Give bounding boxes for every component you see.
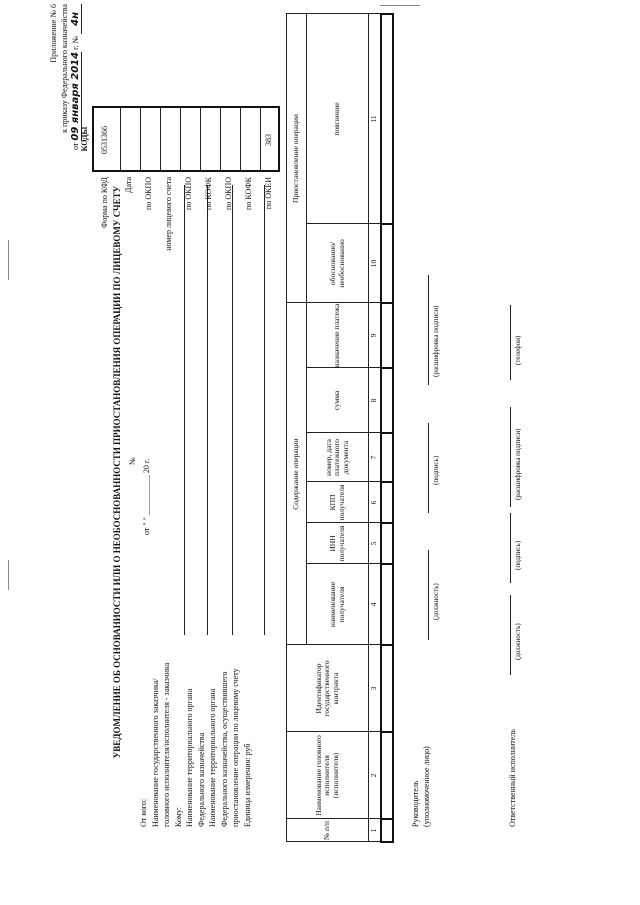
appendix-date-line: от 09 января 2014 г. № 4н — [70, 4, 81, 150]
field-from: От кого: — [139, 798, 148, 827]
appendix-number-handwritten: 4н — [70, 4, 82, 34]
codes-row-label: по ОКПО — [144, 177, 153, 210]
th-payment-doc: номер, дата платежного документа — [307, 433, 369, 482]
column-number: 9 — [369, 303, 381, 368]
codes-row-divider — [140, 108, 141, 172]
executor-position-caption: (должность) — [514, 623, 522, 660]
field-customer: Наименование государственного заказчика/ — [150, 678, 160, 827]
th-group-content: Содержание операции — [287, 303, 307, 645]
appendix-block — [48, 4, 81, 150]
codes-row-label: номер лицевого счета — [164, 177, 173, 251]
head-block — [410, 746, 432, 827]
table-row — [381, 14, 393, 842]
cell[interactable] — [381, 433, 393, 482]
head-signature-caption: (подпись) — [432, 455, 440, 485]
field-customer2: головного исполнителя/исполнителя - заказчика — [162, 662, 171, 827]
cell[interactable] — [381, 368, 393, 433]
th-kpp: КПП получателя — [307, 482, 369, 523]
page-title: УВЕДОМЛЕНИЕ ОБ ОСНОВАНИОСТИ ИЛИ О НЕОБОСНОВАННОСТИ ПРИОСТАНОВЛЕНИЯ ОПЕРАЦИИ ПО ЛИЦЕВОМУ СЧЕТУ — [112, 185, 122, 759]
codes-row-divider — [240, 108, 241, 172]
column-number-row — [369, 14, 381, 842]
codes-row-value[interactable]: 383 — [264, 134, 273, 146]
field-to: Кому: — [173, 807, 183, 827]
field-unit: Единица измерения: руб — [242, 743, 252, 827]
executor-phone-line — [510, 305, 511, 380]
th-executor: Наименование головного исполнителя (исполнителя) — [287, 732, 369, 819]
codes-row-divider — [220, 108, 221, 172]
head-position-line — [428, 550, 429, 640]
column-number: 1 — [369, 819, 381, 842]
column-number: 4 — [369, 564, 381, 645]
codes-row-label: Дата — [124, 177, 133, 193]
doc-date: от " " __________ 20 г. — [142, 458, 151, 535]
field-territorial2: Федерального казначейства — [196, 732, 206, 827]
head-label2: (уполномоченное лицо) — [422, 746, 431, 827]
cell[interactable] — [381, 224, 393, 303]
th-amount: сумма — [307, 368, 369, 433]
executor-decode-caption: (расшифровка подписи) — [514, 428, 522, 500]
column-number: 5 — [369, 523, 381, 564]
field-territorial3: Наименование территориального органа — [208, 688, 217, 827]
th-num: № п/п — [287, 819, 369, 842]
appendix-date-handwritten: 09 января 2014 — [70, 51, 81, 141]
field-territorial: Наименование территориального органа — [185, 688, 194, 827]
cell[interactable] — [381, 732, 393, 819]
th-purpose: назначение платежа — [307, 303, 369, 368]
codes-row-label: по КОФК — [204, 177, 213, 210]
head-label: Руководитель — [411, 780, 420, 827]
fields-block — [138, 663, 253, 827]
scan-mark — [380, 5, 420, 6]
head-position-caption: (должность) — [432, 583, 440, 620]
codes-header: КОДЫ — [80, 126, 89, 152]
cell[interactable] — [381, 645, 393, 732]
column-number: 6 — [369, 482, 381, 523]
codes-row-divider — [180, 108, 181, 172]
to-fill-line — [207, 185, 208, 635]
head-decode-line — [428, 275, 429, 385]
field-territorial5: приостановление операции по лицевому счету — [231, 668, 240, 827]
th-recipient: наименование получателя — [307, 564, 369, 645]
territorial-fill-line — [232, 185, 233, 635]
codes-row-divider — [200, 108, 201, 172]
executor-label: Ответственный исполнитель — [508, 729, 517, 827]
th-explanation: пояснение — [307, 14, 369, 224]
column-number: 10 — [369, 224, 381, 303]
scan-mark — [8, 240, 9, 280]
executor-decode-line — [510, 407, 511, 507]
cell[interactable] — [381, 482, 393, 523]
executor-signature-caption: (подпись) — [514, 540, 522, 570]
codes-row-label: по КОФК — [244, 177, 253, 210]
column-number: 2 — [369, 732, 381, 819]
codes-row-label: по ОКЕИ — [264, 177, 273, 210]
codes-row-label: Форма по КФД — [100, 177, 109, 229]
column-number: 11 — [369, 14, 381, 224]
appendix-line2: к приказу Федерального казначейства — [60, 4, 69, 133]
codes-row-divider — [160, 108, 161, 172]
operations-table — [286, 13, 394, 843]
scan-mark — [8, 560, 9, 590]
codes-row-divider — [260, 108, 261, 172]
codes-row-label: по ОКПО — [184, 177, 193, 210]
cell[interactable] — [381, 303, 393, 368]
appendix-line1: Приложение № 6 — [49, 4, 58, 63]
field-territorial4: Федерального казначейства, осуществившего — [219, 671, 229, 827]
codes-row-value[interactable]: 0531366 — [100, 126, 109, 154]
codes-row-divider — [120, 108, 121, 172]
customer-fill-line — [184, 185, 185, 635]
cell[interactable] — [381, 819, 393, 842]
head-decode-caption: (расшифровка подписи) — [432, 305, 440, 377]
cell[interactable] — [381, 564, 393, 645]
column-number: 8 — [369, 368, 381, 433]
th-justified: обоснованно/ необоснованно — [307, 224, 369, 303]
cell[interactable] — [381, 523, 393, 564]
suspend-fill-line — [264, 185, 265, 635]
executor-phone-caption: (телефон) — [514, 335, 522, 365]
executor-signature-line — [510, 513, 511, 583]
th-inn: ИНН получателя — [307, 523, 369, 564]
executor-position-line — [510, 595, 511, 675]
cell[interactable] — [381, 14, 393, 224]
head-signature-line — [428, 423, 429, 513]
th-contract-id: Идентификатор государственного контракта — [287, 645, 369, 732]
column-number: 3 — [369, 645, 381, 732]
doc-number: № — [128, 457, 137, 465]
column-number: 7 — [369, 433, 381, 482]
th-group-suspend: Приостановление операции — [287, 14, 307, 303]
codes-row-label: по ОКПО — [224, 177, 233, 210]
